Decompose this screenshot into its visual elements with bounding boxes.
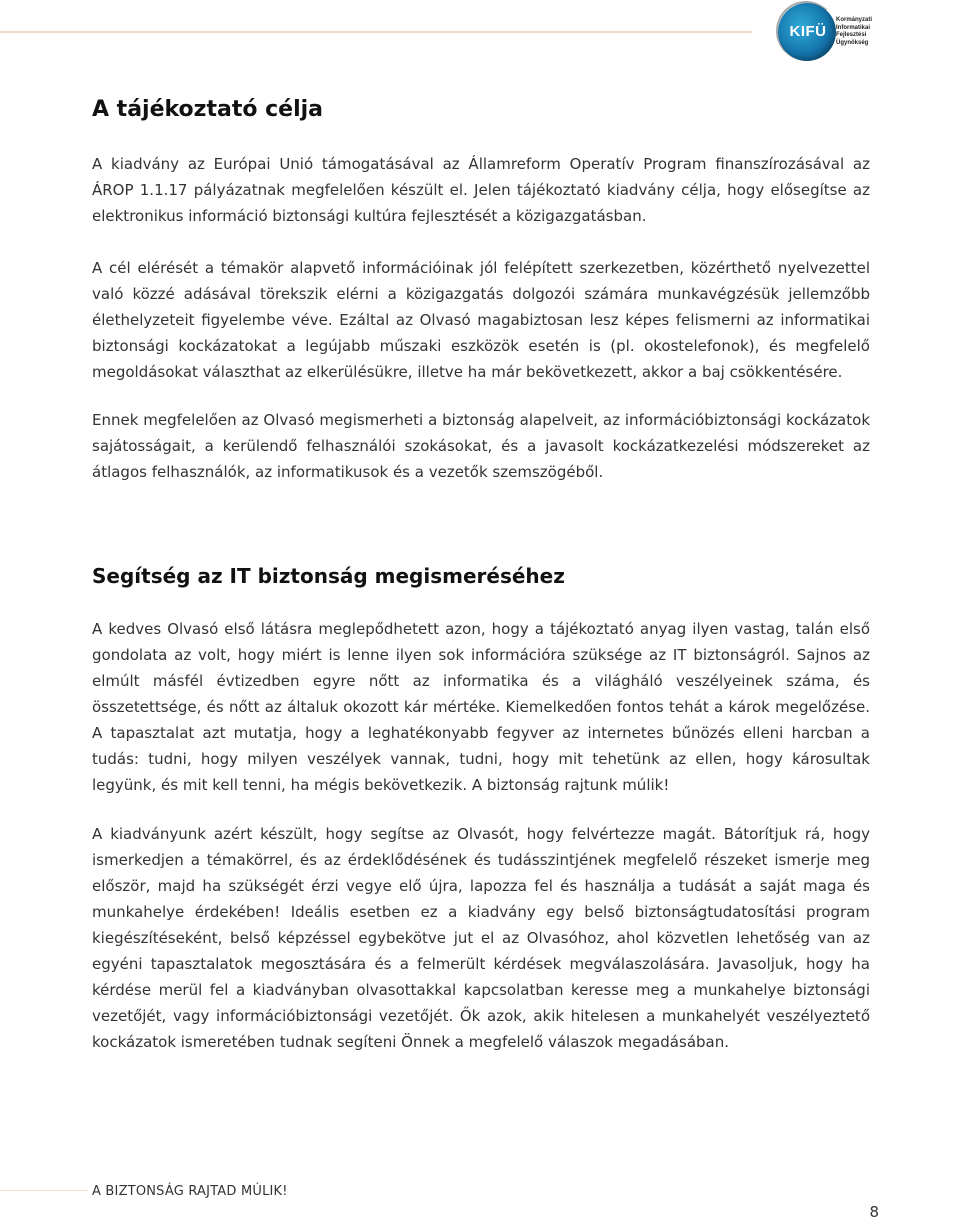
header-rule [0,31,752,33]
paragraph: A cél elérését a témakör alapvető információinak jól felépített szerkezetben, közérthető nyelvezettel való közzé adásával törekszik elérni a közigazgatás dolgozói számára munkavégzésük jellemzőbb élethelyzeteit figyelembe véve. Ezáltal az Olvasó magabiztosan lesz képes felismerni az informatikai biztonsági kockázatokat a legújabb műszaki eszközök esetén is (pl. okostelefonok), és megfelelő megoldásokat választhat az elkerülésükre, illetve ha már bekövetkezett, akkor a baj csökkentésére. [92,259,870,381]
paragraph: Ennek megfelelően az Olvasó megismerheti a biztonság alapelveit, az információbiztonsági kockázatok sajátosságait, a kerülendő felhasználói szokásokat, és a javasolt kockázatkezelési módszereket az átlagos felhasználók, az informatikusok és a vezetők szemszögéből. [92,411,870,481]
logo-text [836,17,896,47]
footer-rule [0,1190,88,1191]
logo-line: Ügynökség [836,39,869,46]
section-title-help: Segítség az IT biztonság megismeréséhez [92,564,565,588]
logo-mark: KIFÜ [789,23,827,40]
logo-line: Informatikai [836,24,871,31]
paragraph: A kiadvány az Európai Unió támogatásával az Államreform Operatív Program finanszírozásával az ÁROP 1.1.17 pályázatnak megfelelően készült el. Jelen tájékoztató kiadvány célja, hogy elősegítse az elektronikus információ biztonsági kultúra fejlesztését a közigazgatásban. [92,155,870,225]
logo-line: Kormányzati [836,17,873,23]
page-number: 8 [869,1203,879,1221]
paragraph: A kedves Olvasó első látásra meglepődhetett azon, hogy a tájékoztató anyag ilyen vastag, talán első gondolata az volt, hogy miért is lenne ilyen sok információra szüksége az IT biztonságról. Sajnos az elmúlt másfél évtizedben egyre nőtt az informatika és a világháló veszélyeinek száma, és összetettsége, és nőtt az általuk okozott kár mértéke. Kiemelkedően fontos tehát a károk megelőzése. A tapasztalat azt mutatja, hogy a leghatékonyabb fegyver az internetes bűnözés elleni harcban a tudás: tudni, hogy milyen veszélyek vannak, tudni, hogy mit tehetünk az ellen, hogy károsultak legyünk, és mit kell tenni, ha mégis bekövetkezik. A biztonság rajtunk múlik! [92,620,870,794]
logo-line: Fejlesztési [836,32,867,38]
section-title-purpose: A tájékoztató célja [92,97,324,122]
paragraph: A kiadványunk azért készült, hogy segítse az Olvasót, hogy felvértezze magát. Bátorítjuk rá, hogy ismerkedjen a témakörrel, és az érdeklődésének és tudásszintjének megfelelő részeket ismerje meg először, majd ha szükségét érzi vegye elő újra, lapozza fel és használja a tudását a saját maga és munkahelye érdekében! Ideális esetben ez a kiadvány egy belső biztonságtudatosítási program kiegészítéseként, belső képzéssel egybekötve jut el az Olvasóhoz, ahol közvetlen lehetőség van az egyéni tapasztalatok megosztására és a felmerült kérdések megválaszolására. Javasoljuk, hogy ha kérdése merül fel a kiadványban olvasottakkal kapcsolatban keresse meg a munkahelye biztonsági vezetőjét, vagy információbiztonsági vezetőjét. Ők azok, akik hitelesen a munkahelyét veszélyeztető kockázatok ismeretében tudnak segíteni Önnek a megfelelő válaszok megadásában. [92,825,870,1051]
kifu-logo [778,3,960,63]
footer-slogan: A BIZTONSÁG RAJTAD MÚLIK! [92,1184,288,1199]
